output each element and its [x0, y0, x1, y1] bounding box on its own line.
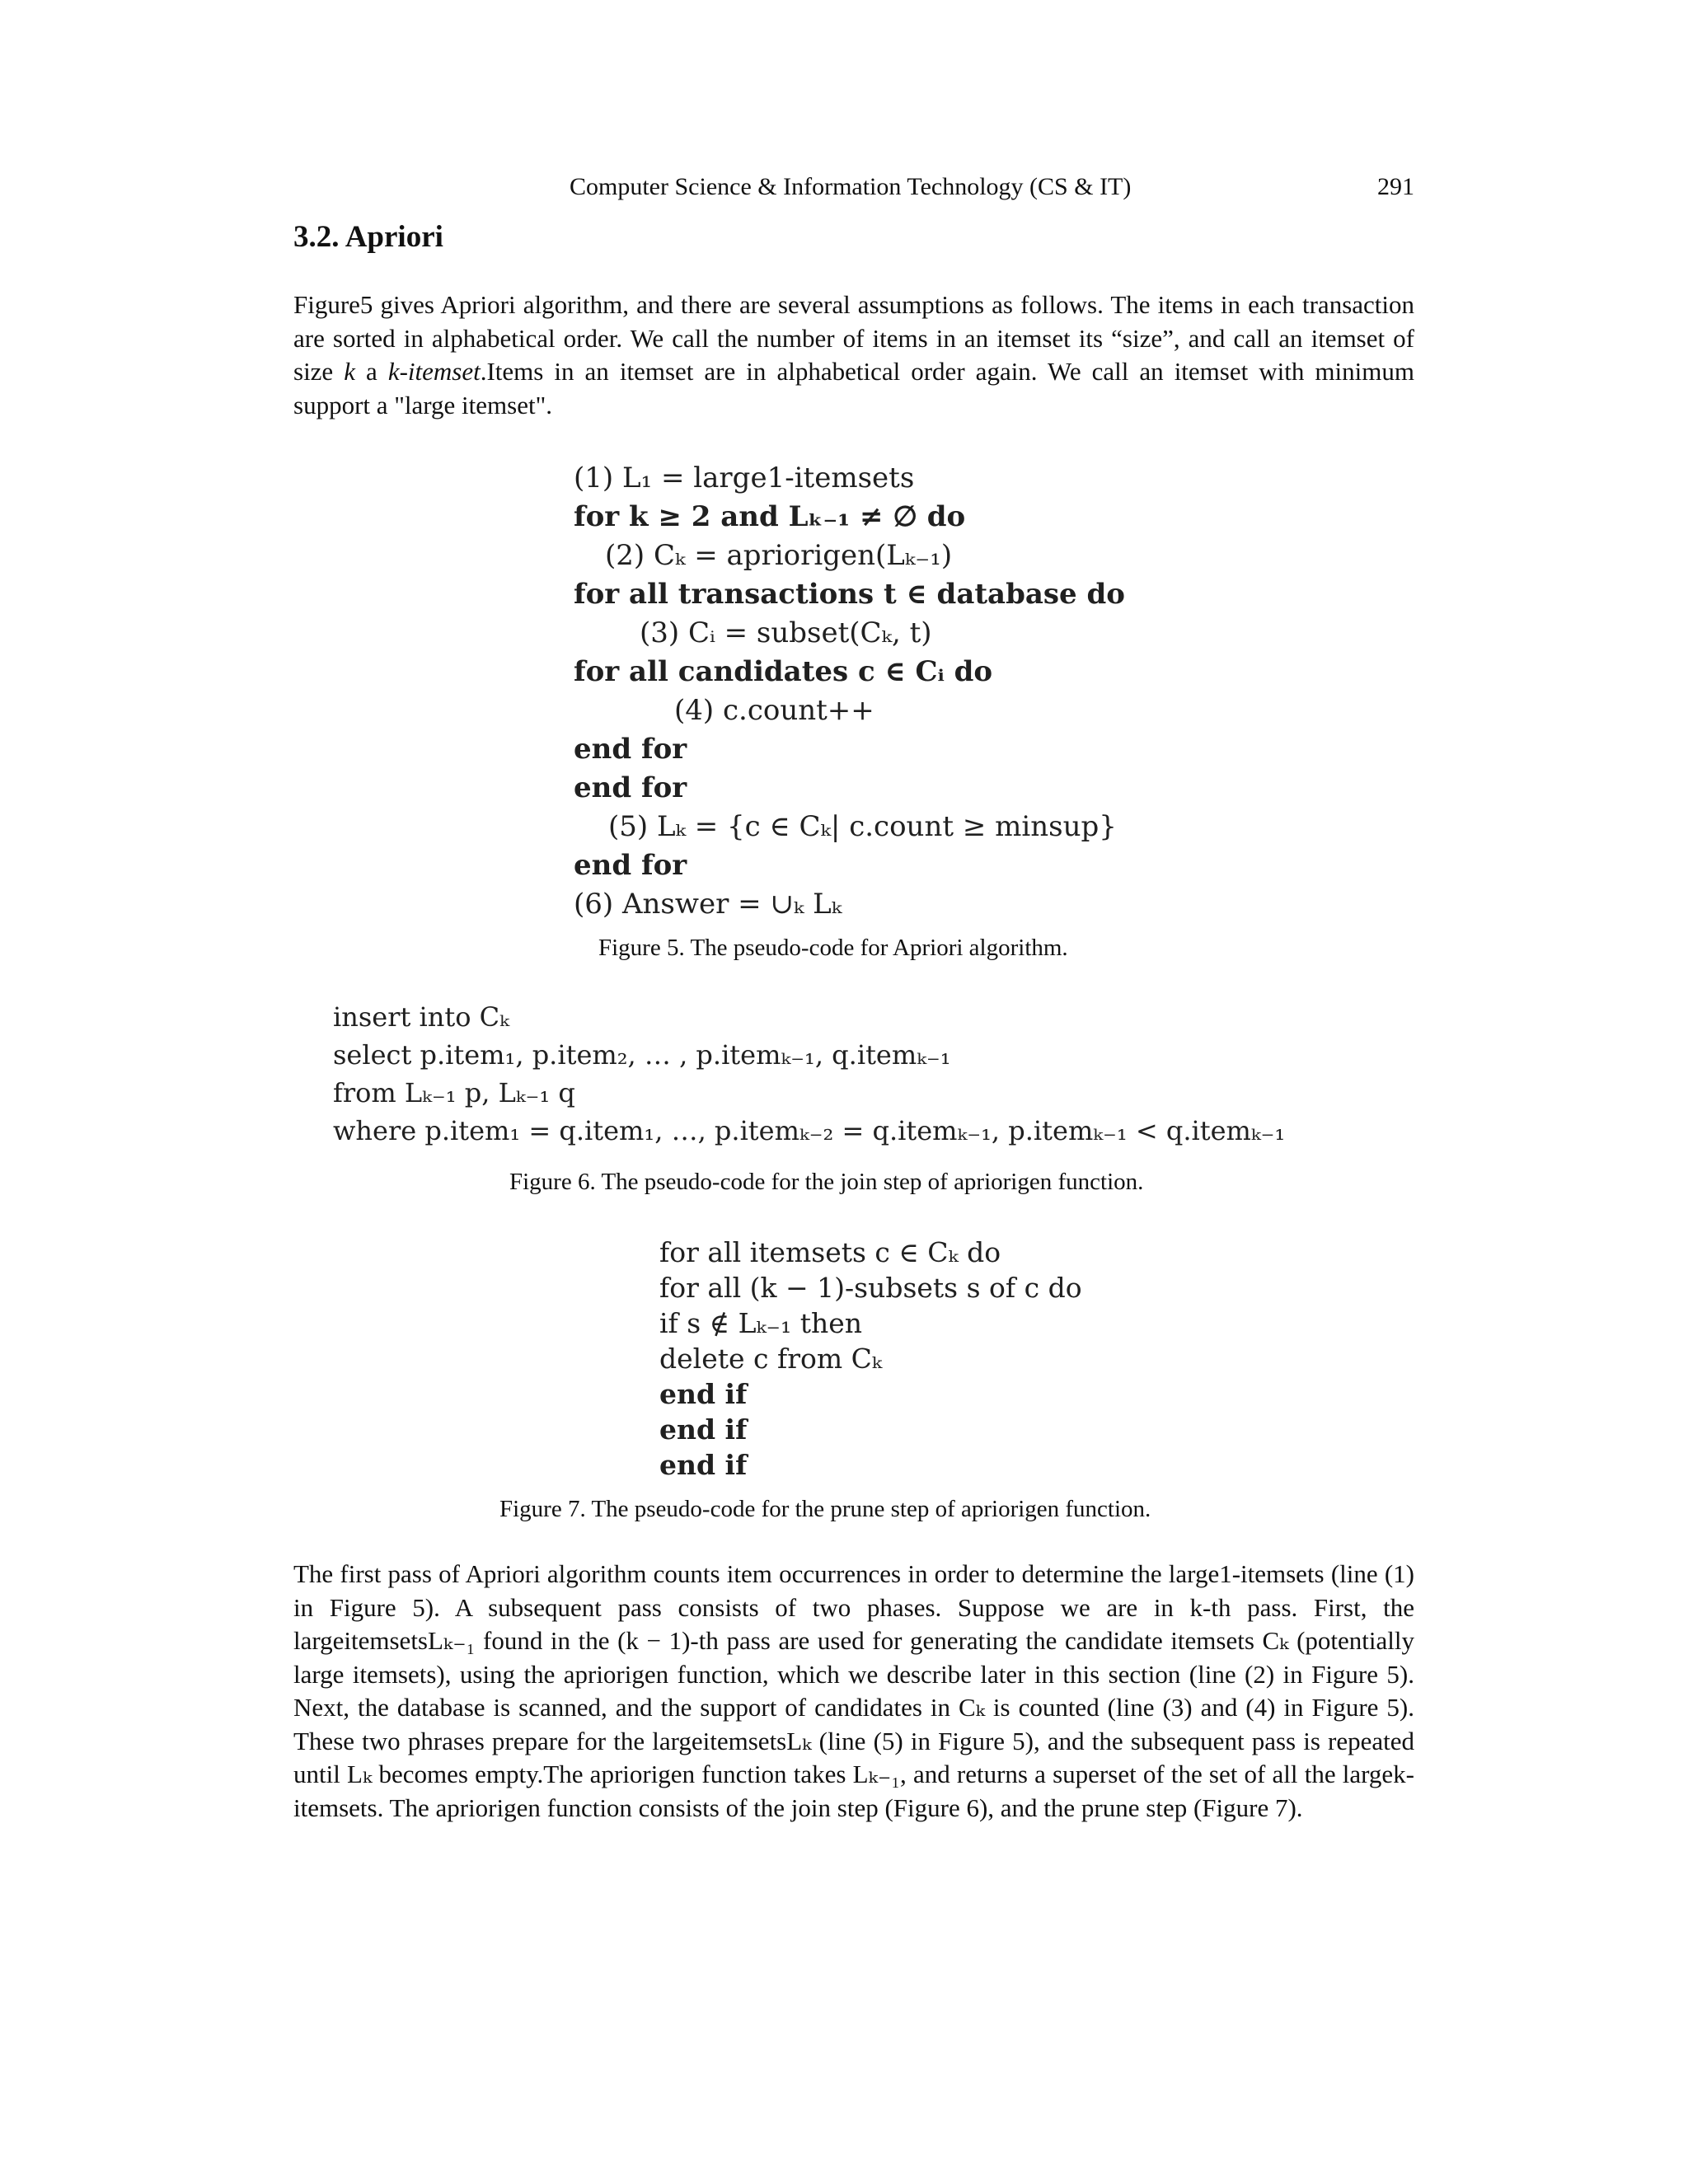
body-text: The first pass of Apriori algorithm counts item occurrences in order to determine the large1-itemsets (line (1) in Figure 5). A subsequent pass consists of two phases. Suppose we are in k-th pass. First, the largeitemsetsLₖ₋₁ found in the (k − 1)-th pass are used for generating the candidate itemsets Cₖ (potentially large itemsets), using the apriorigen function, which we describe later in this section (line (2) in Figure 5). Next, the database is scanned, and the support of candidates in Cₖ is counted (line (3) and (4) in Figure 5). These two phrases prepare for the largeitemsetsLₖ (line (5) in Figure 5), and the subsequent pass is repeated until Lₖ becomes empty.The apriorigen function takes Lₖ₋₁, and returns a superset of the set of all the largek-itemsets. The apriorigen function consists of the join step (Figure 6), and the prune step (Figure 7). — [293, 1559, 1414, 1822]
fig5-line-10: (5) Lₖ = {c ∈ Cₖ| c.count ≥ minsup} — [608, 810, 1117, 843]
fig5-line-1: (1) L₁ = large1-itemsets — [574, 462, 915, 494]
journal-title: Computer Science & Information Technology (CS & IT) — [570, 173, 1132, 200]
fig7-line-3: if s ∉ Lₖ₋₁ then — [659, 1307, 862, 1339]
fig6-line-3: from Lₖ₋₁ p, Lₖ₋₁ q — [333, 1077, 575, 1108]
fig5-line-9: end for — [574, 771, 687, 804]
figure-6-caption: Figure 6. The pseudo-code for the join step of apriorigen function. — [509, 1169, 1144, 1195]
fig5-line-4: for all transactions t ∈ database do — [574, 578, 1125, 611]
fig5-line-12: (6) Answer = ∪ₖ Lₖ — [574, 888, 842, 921]
fig7-line-2: for all (k − 1)-subsets s of c do — [659, 1272, 1082, 1304]
fig6-line-2: select p.item₁, p.item₂, … , p.itemₖ₋₁, q.itemₖ₋₁ — [333, 1039, 951, 1071]
fig5-line-11: end for — [574, 849, 687, 882]
fig7-line-6: end if — [659, 1413, 748, 1446]
fig7-line-7: end if — [659, 1449, 748, 1481]
fig6-line-4: where p.item₁ = q.item₁, …, p.itemₖ₋₂ = q.itemₖ₋₁, p.itemₖ₋₁ < q.itemₖ₋₁ — [333, 1115, 1286, 1146]
fig5-line-3: (2) Cₖ = apriorigen(Lₖ₋₁) — [605, 539, 953, 572]
running-header — [293, 173, 1414, 211]
fig5-line-2: for k ≥ 2 and Lₖ₋₁ ≠ ∅ do — [574, 500, 966, 533]
fig5-line-6: for all candidates c ∈ Cᵢ do — [574, 655, 993, 688]
fig5-line-8: end for — [574, 733, 687, 766]
intro-paragraph: Figure5 gives Apriori algorithm, and there are several assumptions as follows. The items in each transaction are sorted in alphabetical order. We call the number of items in an itemset its “size”, and call an itemset of size k a k-itemset.Items in an itemset are in alphabetical order again. We call an itemset with minimum support a "large itemset". — [293, 290, 1414, 419]
page-number: 291 — [1377, 173, 1414, 200]
fig5-line-7: (4) c.count++ — [674, 694, 874, 727]
fig6-line-1: insert into Cₖ — [333, 1001, 509, 1033]
fig5-line-5: (3) Cᵢ = subset(Cₖ, t) — [640, 616, 932, 649]
fig7-line-5: end if — [659, 1378, 748, 1410]
fig7-line-1: for all itemsets c ∈ Cₖ do — [659, 1236, 1001, 1268]
body-paragraph — [293, 1558, 1414, 1825]
figure-7-caption: Figure 7. The pseudo-code for the prune step of apriorigen function. — [499, 1496, 1151, 1522]
fig7-line-4: delete c from Cₖ — [659, 1343, 882, 1375]
figure-5-caption: Figure 5. The pseudo-code for Apriori algorithm. — [598, 935, 1068, 961]
section-heading: 3.2. Apriori — [293, 220, 443, 254]
